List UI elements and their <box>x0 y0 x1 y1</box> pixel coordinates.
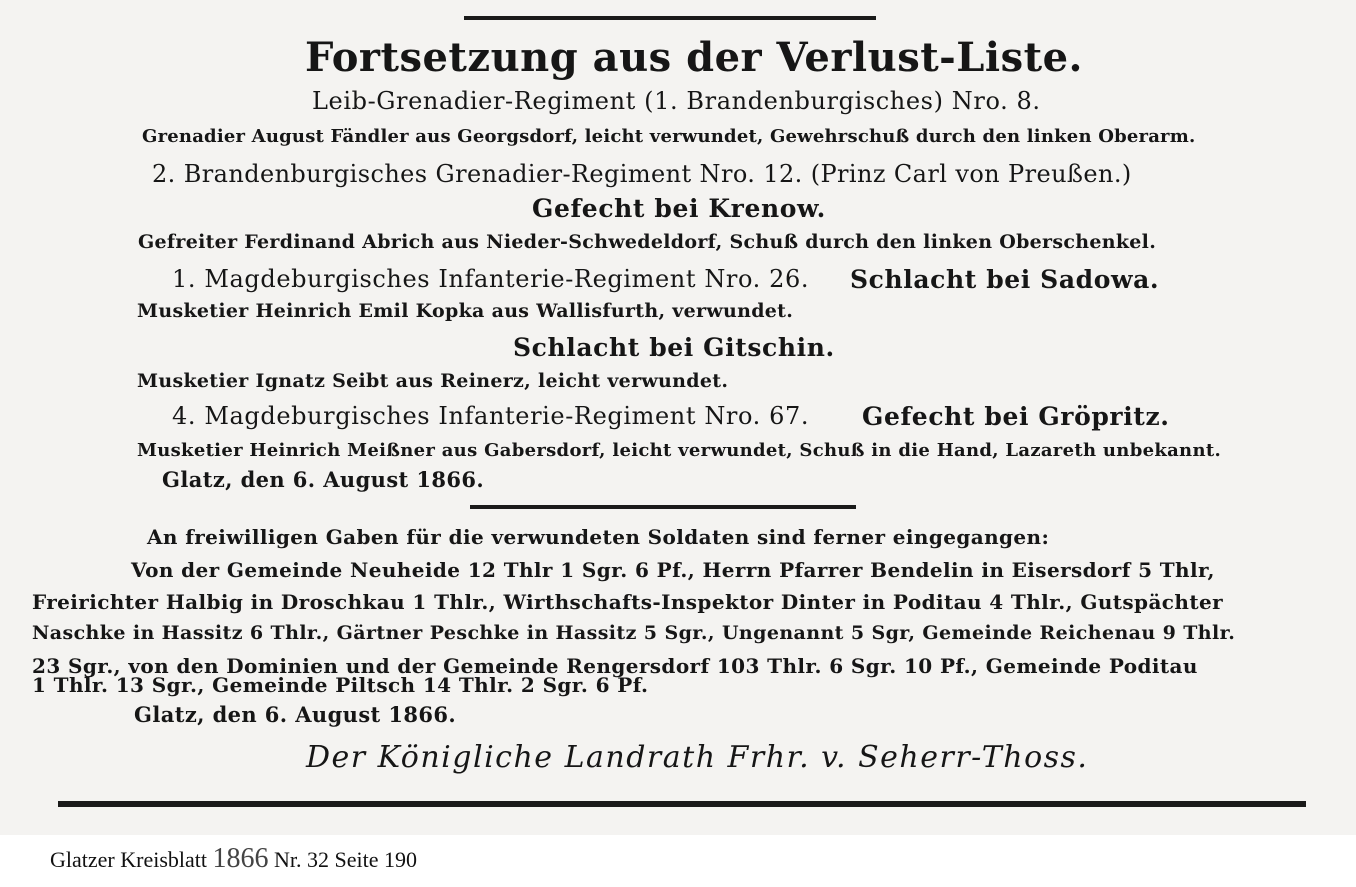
signature: Der Königliche Landrath Frhr. v. Seherr-Thoss. <box>306 740 1089 775</box>
notice-title: Fortsetzung aus der Verlust-Liste. <box>305 34 1083 81</box>
casualty-entry-1: Grenadier August Fändler aus Georgsdorf, leicht verwundet, Gewehrschuß durch den linken Oberarm. <box>142 126 1196 147</box>
donation-line-4: 23 Sgr., von den Dominien und der Gemeinde Rengersdorf 103 Thlr. 6 Sgr. 10 Pf., Gemeinde Poditau <box>32 654 1198 678</box>
caption-issue-page: Nr. 32 Seite 190 <box>274 847 417 872</box>
battle-heading-1: Gefecht bei Krenow. <box>532 194 826 223</box>
casualty-entry-4: Musketier Ignatz Seibt aus Reinerz, leicht verwundet. <box>137 370 729 392</box>
caption-year: 1866 <box>212 843 269 874</box>
donation-line-1: Von der Gemeinde Neuheide 12 Thlr 1 Sgr. 6 Pf., Herrn Pfarrer Bendelin in Eisersdorf 5 Thlr, <box>131 558 1215 582</box>
donations-intro: An freiwilligen Gaben für die verwundeten Soldaten sind ferner eingegangen: <box>147 525 1050 549</box>
regiment-heading-1: Leib-Grenadier-Regiment (1. Brandenburgisches) Nro. 8. <box>312 87 1041 115</box>
regiment-heading-2: 2. Brandenburgisches Grenadier-Regiment Nro. 12. (Prinz Carl von Preußen.) <box>152 160 1132 188</box>
casualty-entry-5: Musketier Heinrich Meißner aus Gabersdorf, leicht verwundet, Schuß in die Hand, Lazareth unbekannt. <box>137 440 1222 461</box>
bottom-rule <box>58 801 1306 807</box>
battle-heading-2: Schlacht bei Sadowa. <box>850 265 1160 294</box>
caption-publication: Glatzer Kreisblatt <box>50 847 207 872</box>
regiment-heading-4: 4. Magdeburgisches Infanterie-Regiment Nro. 67. <box>172 402 810 430</box>
donation-line-3: Naschke in Hassitz 6 Thlr., Gärtner Peschke in Hassitz 5 Sgr., Ungenannt 5 Sgr, Gemeinde Reichenau 9 Thlr. <box>32 622 1236 644</box>
notice-date: Glatz, den 6. August 1866. <box>162 467 485 492</box>
battle-heading-3: Schlacht bei Gitschin. <box>513 333 835 362</box>
casualty-entry-2: Gefreiter Ferdinand Abrich aus Nieder-Schwedeldorf, Schuß durch den linken Oberschenkel. <box>138 231 1157 253</box>
donation-line-5: 1 Thlr. 13 Sgr., Gemeinde Piltsch 14 Thlr. 2 Sgr. 6 Pf. <box>32 673 649 697</box>
battle-heading-4: Gefecht bei Gröpritz. <box>862 402 1170 431</box>
donation-line-2: Freirichter Halbig in Droschkau 1 Thlr., Wirthschafts-Inspektor Dinter in Poditau 4 Thlr., Gutspächter <box>32 590 1224 614</box>
source-caption <box>50 843 417 875</box>
middle-rule <box>470 505 856 509</box>
donations-date: Glatz, den 6. August 1866. <box>134 702 457 727</box>
casualty-entry-3: Musketier Heinrich Emil Kopka aus Wallisfurth, verwundet. <box>137 300 794 322</box>
top-rule <box>464 16 876 20</box>
regiment-heading-3: 1. Magdeburgisches Infanterie-Regiment Nro. 26. <box>172 265 810 293</box>
